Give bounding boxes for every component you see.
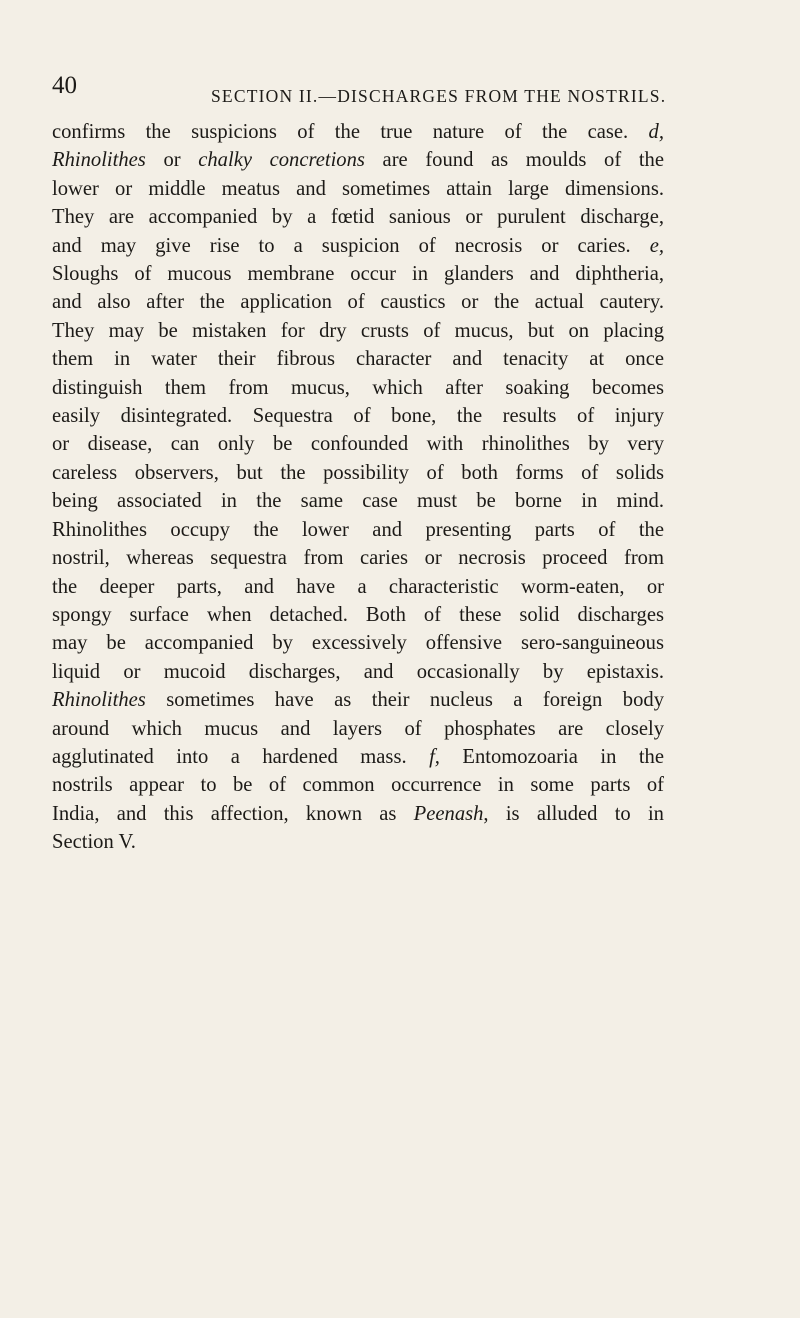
- text-run: are found as moulds of the: [364, 149, 664, 172]
- text-line: [52, 715, 664, 743]
- text-line: [52, 658, 664, 686]
- text-line: [52, 459, 664, 487]
- text-run: spongy surface when detached. Both of these solid discharges: [52, 603, 664, 626]
- text-run: easily disintegrated. Sequestra of bone, the results of injury: [52, 405, 664, 428]
- text-run: liquid or mucoid discharges, and occasionally by epistaxis.: [52, 660, 664, 683]
- italic-term: e,: [649, 234, 664, 257]
- text-line: [52, 771, 664, 799]
- text-line: [52, 601, 664, 629]
- text-line: [52, 544, 664, 572]
- text-line: [52, 146, 664, 174]
- text-line: [52, 629, 664, 657]
- text-run: lower or middle meatus and sometimes attain large dimensions.: [52, 177, 664, 200]
- text-run: around which mucus and layers of phosphates are closely: [52, 717, 664, 740]
- text-line: [52, 487, 664, 515]
- text-line: [52, 828, 664, 856]
- text-run: India, and this affection, known as: [52, 802, 414, 825]
- italic-term: f,: [429, 745, 440, 768]
- text-run: may be accompanied by excessively offensive sero-sanguineous: [52, 632, 664, 655]
- text-line: [52, 516, 664, 544]
- page-number: 40: [52, 72, 77, 99]
- text-run: or: [145, 149, 199, 172]
- text-run: Entomozoaria in the: [439, 745, 664, 768]
- italic-term: chalky concretions: [198, 149, 365, 172]
- text-line: [52, 203, 664, 231]
- text-line: [52, 118, 664, 146]
- text-run: Rhinolithes occupy the lower and presenting parts of the: [52, 518, 664, 541]
- text-line: [52, 288, 664, 316]
- text-run: agglutinated into a hardened mass.: [52, 745, 430, 768]
- text-run: them in water their fibrous character and tenacity at once: [52, 348, 664, 371]
- text-run: sometimes have as their nucleus a foreign body: [145, 689, 664, 712]
- text-run: and may give rise to a suspicion of necrosis or caries.: [52, 234, 650, 257]
- italic-term: Rhinolithes: [52, 149, 146, 172]
- text-line: [52, 686, 664, 714]
- text-run: Section V.: [52, 831, 136, 854]
- text-run: confirms the suspicions of the true nature of the case.: [52, 121, 649, 143]
- text-run: careless observers, but the possibility of both forms of solids: [52, 461, 664, 484]
- italic-term: Rhinolithes: [52, 689, 146, 712]
- text-run: or disease, can only be confounded with rhinolithes by very: [52, 433, 664, 456]
- text-run: They are accompanied by a fœtid sanious or purulent discharge,: [52, 206, 664, 229]
- text-line: [52, 345, 664, 373]
- text-line: [52, 573, 664, 601]
- text-run: nostril, whereas sequestra from caries or necrosis proceed from: [52, 547, 664, 570]
- text-run: nostrils appear to be of common occurrence in some parts of: [52, 774, 664, 797]
- italic-term: d,: [648, 121, 664, 143]
- text-line: [52, 800, 664, 828]
- text-line: [52, 743, 664, 771]
- text-run: They may be mistaken for dry crusts of mucus, but on placing: [52, 319, 664, 342]
- text-run: and also after the application of caustics or the actual cautery.: [52, 291, 664, 314]
- text-line: [52, 175, 664, 203]
- text-line: [52, 402, 664, 430]
- running-head: SECTION II.—DISCHARGES FROM THE NOSTRILS.: [211, 86, 667, 106]
- text-run: the deeper parts, and have a characteristic worm-eaten, or: [52, 575, 664, 598]
- text-run: Sloughs of mucous membrane occur in glanders and diphtheria,: [52, 263, 664, 286]
- text-line: [52, 430, 664, 458]
- text-line: [52, 374, 664, 402]
- page-header: [52, 72, 692, 108]
- text-run: distinguish them from mucus, which after soaking becomes: [52, 376, 664, 399]
- body-paragraph: [52, 118, 664, 857]
- text-line: [52, 317, 664, 345]
- text-line: [52, 232, 664, 260]
- italic-term: Peenash: [413, 802, 484, 825]
- text-run: being associated in the same case must be borne in mind.: [52, 490, 664, 513]
- text-run: , is alluded to in: [483, 802, 664, 825]
- text-line: [52, 260, 664, 288]
